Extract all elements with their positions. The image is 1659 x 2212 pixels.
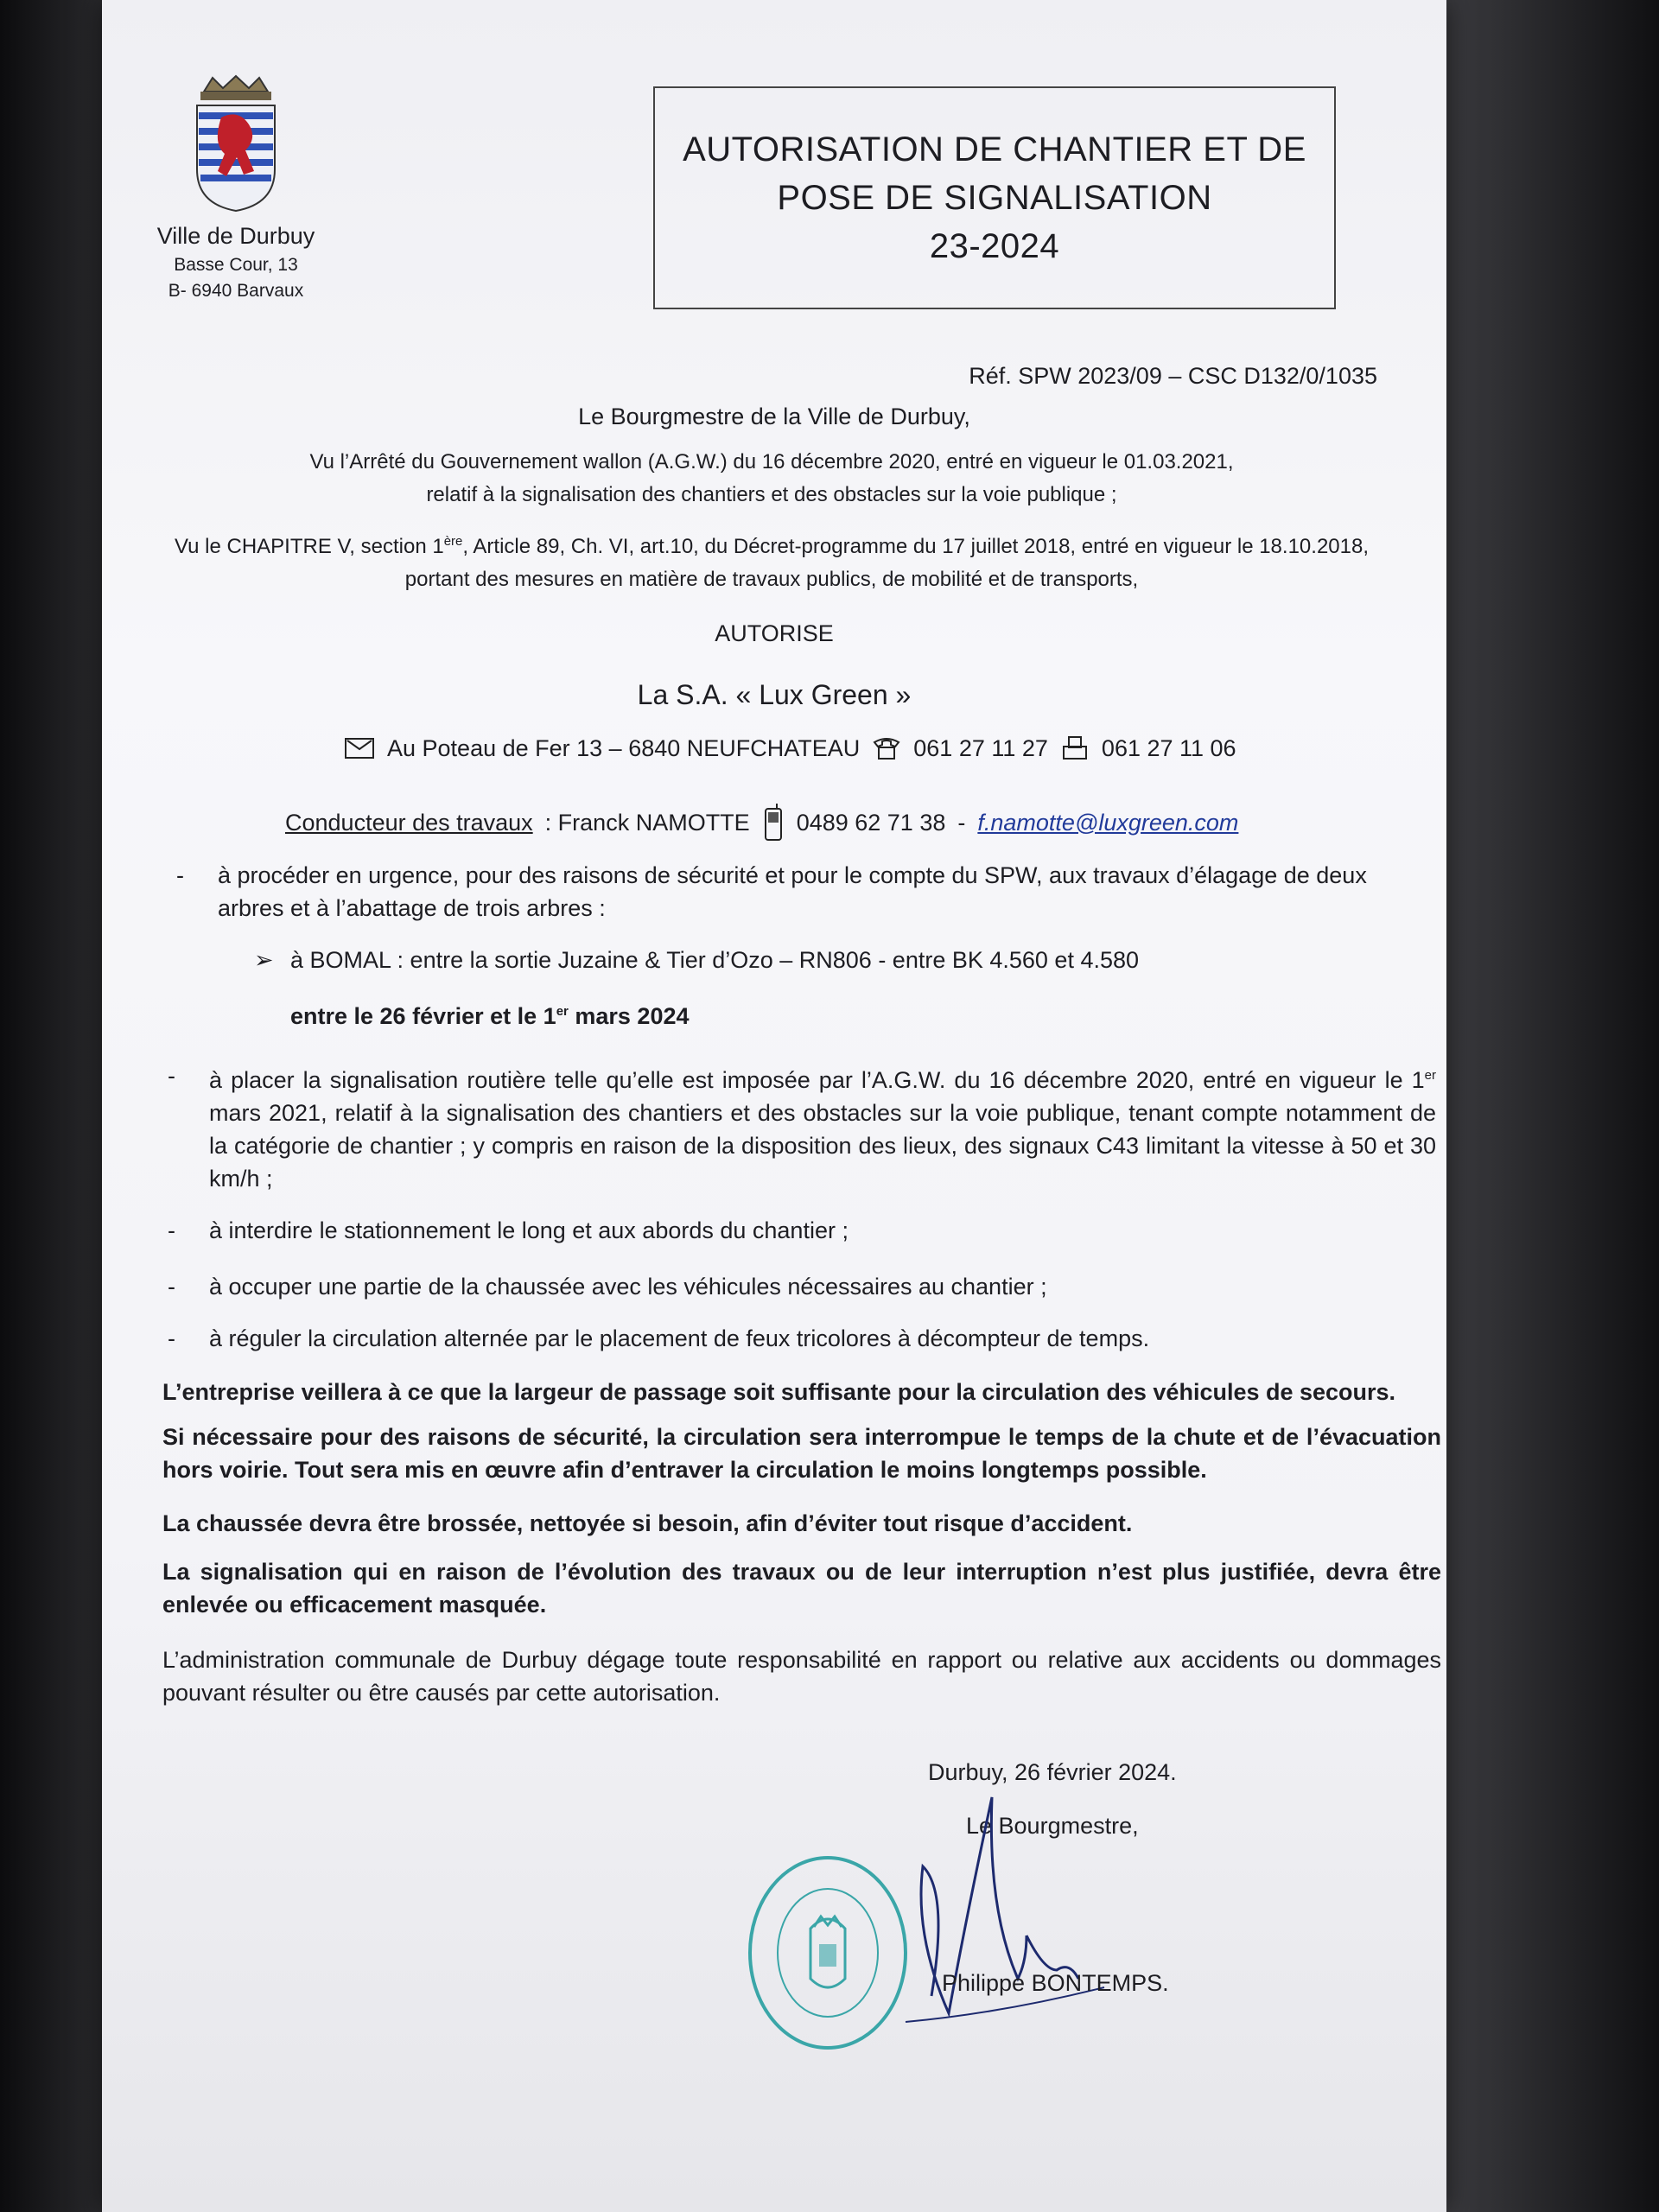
work-period-sup: er [556,1004,569,1019]
conductor-mobile: 0489 62 71 38 [796,809,946,836]
legal-basis-2-line-2: portant des mesures en matière de travaux publics, de mobilité et de transports, [404,568,1139,591]
fax-icon [1060,734,1090,762]
legal-basis-2 [145,525,1398,596]
company-name: La S.A. « Lux Green » [637,679,912,710]
bullet-dash: - [168,1274,175,1300]
title-line-2: POSE DE SIGNALISATION [777,179,1212,217]
mail-icon [344,735,375,761]
reference-number: Réf. SPW 2023/09 – CSC D132/0/1035 [969,363,1377,389]
bullet-dash: - [176,862,184,888]
company-contact [344,734,1236,762]
document-title-box [653,86,1336,309]
work-period [290,995,690,1033]
conductor-email-link[interactable]: f.namotte@luxgreen.com [977,809,1239,836]
town-name: Ville de Durbuy [156,223,315,249]
town-street: Basse Cour, 13 [174,255,298,275]
town-header [137,223,335,302]
conductor-name: : Franck NAMOTTE [544,809,750,836]
item-text-a: à placer la signalisation routière telle qu’elle est imposée par l’A.G.W. du 16 décembre 2020, entré en vigueur le 1 [209,1067,1425,1093]
company-phone: 061 27 11 27 [913,734,1048,761]
signer-name: Philippe BONTEMPS. [942,1970,1169,1996]
background-right [1443,0,1659,2212]
work-period-text-b: mars 2024 [568,1003,690,1029]
title-line-1: AUTORISATION DE CHANTIER ET DE [683,130,1306,168]
background-left [0,0,104,2212]
sub-list-item [254,944,1241,976]
arrow-bullet-icon: ➢ [254,947,274,973]
item-text: à interdire le stationnement le long et aux abords du chantier ; [209,1217,849,1243]
condition-paragraph: L’entreprise veillera à ce que la largeur de passage soit suffisante pour la circulation des véhicules de secours. [162,1379,1396,1405]
list-item [168,1059,1436,1195]
conductor-dash: - [957,809,966,836]
item-text: à occuper une partie de la chaussée avec les véhicules nécessaires au chantier ; [209,1274,1047,1300]
bullet-dash: - [168,1217,175,1243]
item-text: à réguler la circulation alternée par le placement de feux tricolores à décompteur de temps. [209,1325,1150,1351]
authorise-heading: AUTORISE [715,620,834,646]
coat-of-arms-icon [188,74,283,213]
works-conductor [285,804,1238,842]
phone-icon [872,735,901,761]
bullet-dash: - [168,1063,175,1089]
list-item [168,1270,1436,1303]
mobile-phone-icon [762,804,785,842]
company-address: Au Poteau de Fer 13 – 6840 NEUFCHATEAU [387,734,861,761]
legal-basis-1 [232,446,1312,512]
location-text: à BOMAL : entre la sortie Juzaine & Tier d’Ozo – RN806 - entre BK 4.560 et 4.580 [290,947,1140,973]
mayor-intro: Le Bourgmestre de la Ville de Durbuy, [578,404,970,429]
legal-basis-1-line-1: Vu l’Arrêté du Gouvernement wallon (A.G.W.) du 16 décembre 2020, entré en vigueur le 01.03.2021, [309,450,1234,474]
official-stamp [741,1849,914,2056]
handwritten-signature [897,1763,1122,2039]
signature-date: Durbuy, 26 février 2024. [928,1759,1177,1785]
item-text: à procéder en urgence, pour des raisons de sécurité et pour le compte du SPW, aux travaux d’élagage de deux arbres et à l’abattage de trois arbres : [218,862,1367,921]
condition-paragraph: La signalisation qui en raison de l’évolution des travaux ou de leur interruption n’est plus justifiée, devra être enlevée ou efficacement masquée. [162,1559,1441,1618]
list-item [168,1214,1436,1247]
liability-paragraph: L’administration communale de Durbuy dégage toute responsabilité en rapport ou relative aux accidents ou dommages pouvant résulter ou être causés par cette autorisation. [162,1647,1441,1706]
bullet-dash: - [168,1325,175,1351]
legal-basis-1-line-2: relatif à la signalisation des chantiers et des obstacles sur la voie publique ; [426,483,1117,506]
item-text-b: mars 2021, relatif à la signalisation des chantiers et des obstacles sur la voie publique, tenant compte notamment de la catégorie de chantier ; y compris en raison de la disposition des lieux, des signaux C43 limitant la vitesse à 50 et 30 km/h ; [209,1100,1436,1192]
document-page [102,0,1446,2212]
item-sup: er [1424,1068,1436,1083]
town-postal: B- 6940 Barvaux [168,281,304,301]
conductor-label: Conducteur des travaux [285,809,533,836]
legal-basis-2-sup: ère [443,534,463,549]
legal-basis-2-line-1 [145,525,1398,563]
company-fax: 061 27 11 06 [1101,734,1236,761]
signer-role: Le Bourgmestre, [966,1813,1139,1839]
legal-basis-2-text-b: , Article 89, Ch. VI, art.10, du Décret-programme du 17 juillet 2018, entré en vigueur le 18.10.2018, [462,535,1369,558]
legal-basis-2-text-a: Vu le CHAPITRE V, section 1 [175,535,444,558]
list-item [168,1322,1436,1355]
title-number: 23-2024 [929,227,1060,265]
work-period-text-a: entre le 26 février et le 1 [290,1003,556,1029]
condition-paragraph: La chaussée devra être brossée, nettoyée si besoin, afin d’éviter tout risque d’accident. [162,1510,1133,1536]
list-item [176,859,1436,925]
condition-paragraph: Si nécessaire pour des raisons de sécurité, la circulation sera interrompue le temps de la chute et de l’évacuation hors voirie. Tout sera mis en œuvre afin d’entraver la circulation le moins longtemps possible. [162,1424,1441,1483]
